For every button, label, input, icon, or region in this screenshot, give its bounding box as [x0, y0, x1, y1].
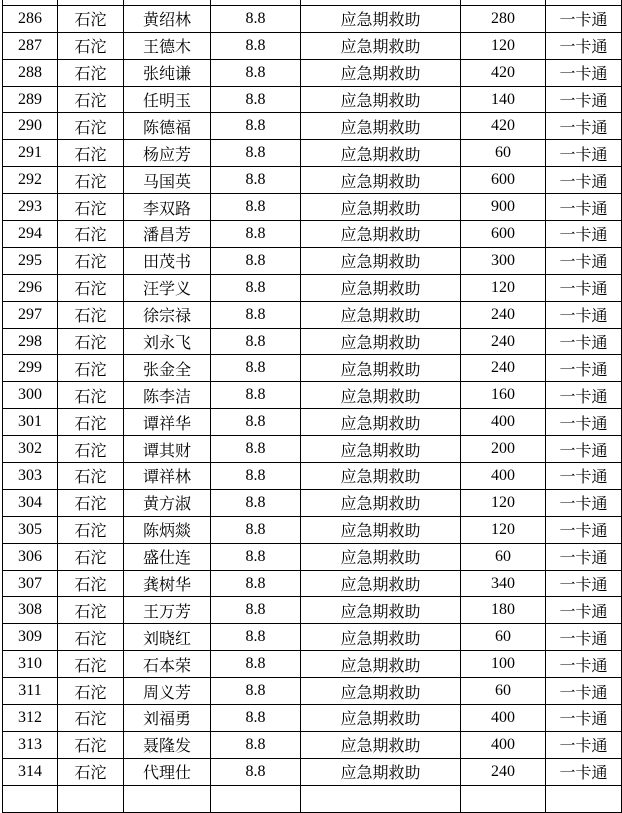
cell-date: 8.8: [211, 436, 301, 463]
cell-name: 王万芳: [124, 597, 211, 624]
cell-name: 谭其财: [124, 436, 211, 463]
cell-index: 306: [3, 543, 58, 570]
cell-index: [3, 785, 58, 812]
cell-amount: 600: [461, 221, 546, 248]
cell-method: 一卡通: [546, 167, 622, 194]
cell-method: 一卡通: [546, 597, 622, 624]
cell-name: 马国英: [124, 167, 211, 194]
cell-method: [546, 785, 622, 812]
cell-index: 310: [3, 651, 58, 678]
cell-index: 308: [3, 597, 58, 624]
cell-date: 8.8: [211, 247, 301, 274]
cell-category: 应急期救助: [301, 140, 461, 167]
table-row: [3, 409, 622, 436]
cell-date: 8.8: [211, 543, 301, 570]
cell-district: 石沱: [58, 247, 124, 274]
cell-district: 石沱: [58, 5, 124, 32]
cell-method: 一卡通: [546, 221, 622, 248]
table-row-partial-bottom: [3, 785, 622, 812]
cell-district: 石沱: [58, 624, 124, 651]
cell-date: 8.8: [211, 409, 301, 436]
table-row: [3, 570, 622, 597]
cell-amount: [461, 785, 546, 812]
cell-index: 287: [3, 32, 58, 59]
cell-amount: 180: [461, 597, 546, 624]
table-row: [3, 328, 622, 355]
cell-amount: 60: [461, 678, 546, 705]
cell-date: 8.8: [211, 194, 301, 221]
cell-date: 8.8: [211, 355, 301, 382]
cell-index: 309: [3, 624, 58, 651]
cell-index: 288: [3, 59, 58, 86]
cell-name: 张纯谦: [124, 59, 211, 86]
cell-district: 石沱: [58, 543, 124, 570]
cell-category: 应急期救助: [301, 516, 461, 543]
cell-method: 一卡通: [546, 328, 622, 355]
cell-category: 应急期救助: [301, 59, 461, 86]
cell-date: 8.8: [211, 731, 301, 758]
cell-category: 应急期救助: [301, 86, 461, 113]
cell-category: 应急期救助: [301, 274, 461, 301]
cell-method: 一卡通: [546, 463, 622, 490]
table-row: [3, 678, 622, 705]
cell-method: 一卡通: [546, 5, 622, 32]
cell-date: 8.8: [211, 301, 301, 328]
cell-amount: 400: [461, 409, 546, 436]
cell-method: 一卡通: [546, 113, 622, 140]
cell-amount: 340: [461, 570, 546, 597]
cell-date: 8.8: [211, 570, 301, 597]
cell-name: 王德木: [124, 32, 211, 59]
cell-district: 石沱: [58, 570, 124, 597]
cell-index: 292: [3, 167, 58, 194]
cell-name: 聂隆发: [124, 731, 211, 758]
cell-index: 297: [3, 301, 58, 328]
table-row: [3, 301, 622, 328]
cell-amount: 280: [461, 5, 546, 32]
cell-district: 石沱: [58, 516, 124, 543]
cell-amount: 120: [461, 274, 546, 301]
cell-category: 应急期救助: [301, 597, 461, 624]
cell-name: 任明玉: [124, 86, 211, 113]
cell-name: 陈德福: [124, 113, 211, 140]
cell-method: 一卡通: [546, 247, 622, 274]
table-row: [3, 516, 622, 543]
cell-district: 石沱: [58, 59, 124, 86]
cell-category: 应急期救助: [301, 194, 461, 221]
cell-district: 石沱: [58, 463, 124, 490]
cell-date: 8.8: [211, 624, 301, 651]
cell-name: 田茂书: [124, 247, 211, 274]
table-row: [3, 167, 622, 194]
cell-district: 石沱: [58, 678, 124, 705]
cell-method: 一卡通: [546, 140, 622, 167]
table-row: [3, 758, 622, 785]
cell-date: 8.8: [211, 382, 301, 409]
cell-amount: 420: [461, 59, 546, 86]
cell-date: [211, 785, 301, 812]
cell-category: 应急期救助: [301, 651, 461, 678]
table-row: [3, 194, 622, 221]
cell-name: 刘晓红: [124, 624, 211, 651]
cell-date: 8.8: [211, 651, 301, 678]
table-row: [3, 274, 622, 301]
cell-district: 石沱: [58, 382, 124, 409]
cell-amount: 600: [461, 167, 546, 194]
table-row: [3, 247, 622, 274]
table-row: [3, 32, 622, 59]
cell-method: 一卡通: [546, 678, 622, 705]
cell-date: 8.8: [211, 113, 301, 140]
cell-index: 300: [3, 382, 58, 409]
cell-name: 陈炳燚: [124, 516, 211, 543]
cell-amount: 300: [461, 247, 546, 274]
table-row: [3, 651, 622, 678]
table-row: [3, 731, 622, 758]
cell-date: 8.8: [211, 167, 301, 194]
cell-name: 黄绍林: [124, 5, 211, 32]
table-row: [3, 59, 622, 86]
cell-amount: 420: [461, 113, 546, 140]
cell-amount: 240: [461, 758, 546, 785]
cell-date: 8.8: [211, 489, 301, 516]
cell-amount: 240: [461, 328, 546, 355]
table-row: [3, 436, 622, 463]
cell-method: 一卡通: [546, 32, 622, 59]
cell-index: 289: [3, 86, 58, 113]
cell-method: 一卡通: [546, 436, 622, 463]
cell-index: 296: [3, 274, 58, 301]
cell-method: 一卡通: [546, 731, 622, 758]
cell-amount: 400: [461, 463, 546, 490]
cell-index: 301: [3, 409, 58, 436]
table-row: [3, 113, 622, 140]
cell-category: 应急期救助: [301, 570, 461, 597]
table-row: [3, 597, 622, 624]
cell-index: 304: [3, 489, 58, 516]
cell-amount: 160: [461, 382, 546, 409]
cell-index: 311: [3, 678, 58, 705]
cell-district: 石沱: [58, 328, 124, 355]
cell-method: 一卡通: [546, 301, 622, 328]
cell-amount: 120: [461, 516, 546, 543]
cell-date: 8.8: [211, 463, 301, 490]
cell-method: 一卡通: [546, 651, 622, 678]
cell-name: 刘永飞: [124, 328, 211, 355]
cell-name: 代理仕: [124, 758, 211, 785]
cell-index: 302: [3, 436, 58, 463]
cell-district: 石沱: [58, 167, 124, 194]
cell-category: 应急期救助: [301, 5, 461, 32]
cell-category: 应急期救助: [301, 409, 461, 436]
cell-name: 徐宗禄: [124, 301, 211, 328]
cell-name: 石本荣: [124, 651, 211, 678]
cell-index: 314: [3, 758, 58, 785]
cell-category: 应急期救助: [301, 463, 461, 490]
cell-date: 8.8: [211, 274, 301, 301]
cell-name: 李双路: [124, 194, 211, 221]
cell-date: 8.8: [211, 516, 301, 543]
cell-district: 石沱: [58, 140, 124, 167]
cell-category: 应急期救助: [301, 328, 461, 355]
table-row: [3, 140, 622, 167]
cell-category: 应急期救助: [301, 32, 461, 59]
cell-date: 8.8: [211, 705, 301, 732]
table-row: [3, 221, 622, 248]
cell-category: 应急期救助: [301, 624, 461, 651]
cell-date: 8.8: [211, 86, 301, 113]
cell-district: 石沱: [58, 194, 124, 221]
cell-district: 石沱: [58, 436, 124, 463]
cell-category: 应急期救助: [301, 382, 461, 409]
cell-category: [301, 785, 461, 812]
cell-category: 应急期救助: [301, 113, 461, 140]
cell-district: 石沱: [58, 221, 124, 248]
cell-method: 一卡通: [546, 758, 622, 785]
cell-index: 312: [3, 705, 58, 732]
cell-name: 盛仕连: [124, 543, 211, 570]
cell-district: 石沱: [58, 597, 124, 624]
cell-amount: 60: [461, 624, 546, 651]
cell-index: 303: [3, 463, 58, 490]
cell-amount: 240: [461, 301, 546, 328]
table-row: [3, 355, 622, 382]
cell-method: 一卡通: [546, 624, 622, 651]
cell-index: 298: [3, 328, 58, 355]
cell-category: 应急期救助: [301, 489, 461, 516]
cell-district: 石沱: [58, 113, 124, 140]
cell-amount: 60: [461, 543, 546, 570]
cell-district: 石沱: [58, 489, 124, 516]
cell-district: 石沱: [58, 705, 124, 732]
cell-date: 8.8: [211, 758, 301, 785]
cell-category: 应急期救助: [301, 301, 461, 328]
cell-method: 一卡通: [546, 59, 622, 86]
cell-category: 应急期救助: [301, 731, 461, 758]
cell-date: 8.8: [211, 597, 301, 624]
cell-method: 一卡通: [546, 489, 622, 516]
cell-name: 谭祥华: [124, 409, 211, 436]
cell-date: 8.8: [211, 678, 301, 705]
cell-amount: 140: [461, 86, 546, 113]
cell-name: 杨应芳: [124, 140, 211, 167]
cell-district: 石沱: [58, 274, 124, 301]
cell-index: 290: [3, 113, 58, 140]
table-body: [3, 0, 622, 812]
cell-category: 应急期救助: [301, 678, 461, 705]
cell-method: 一卡通: [546, 274, 622, 301]
cell-amount: 60: [461, 140, 546, 167]
cell-date: 8.8: [211, 221, 301, 248]
cell-method: 一卡通: [546, 570, 622, 597]
cell-district: 石沱: [58, 32, 124, 59]
cell-date: 8.8: [211, 32, 301, 59]
cell-name: 潘昌芳: [124, 221, 211, 248]
cell-amount: 900: [461, 194, 546, 221]
cell-category: 应急期救助: [301, 543, 461, 570]
table-row: [3, 624, 622, 651]
table-row: [3, 382, 622, 409]
cell-index: 291: [3, 140, 58, 167]
cell-date: 8.8: [211, 140, 301, 167]
cell-index: 299: [3, 355, 58, 382]
cell-amount: 400: [461, 705, 546, 732]
cell-method: 一卡通: [546, 355, 622, 382]
cell-date: 8.8: [211, 328, 301, 355]
cell-index: 293: [3, 194, 58, 221]
cell-method: 一卡通: [546, 705, 622, 732]
cell-method: 一卡通: [546, 194, 622, 221]
cell-name: 张金全: [124, 355, 211, 382]
table-row: [3, 543, 622, 570]
table-row: [3, 5, 622, 32]
cell-category: 应急期救助: [301, 221, 461, 248]
cell-district: 石沱: [58, 731, 124, 758]
cell-name: 龚树华: [124, 570, 211, 597]
table-row: [3, 86, 622, 113]
cell-category: 应急期救助: [301, 436, 461, 463]
assistance-table: [2, 0, 622, 813]
cell-amount: 120: [461, 489, 546, 516]
cell-category: 应急期救助: [301, 247, 461, 274]
cell-name: 黄方淑: [124, 489, 211, 516]
cell-category: 应急期救助: [301, 355, 461, 382]
cell-name: 汪学义: [124, 274, 211, 301]
cell-amount: 240: [461, 355, 546, 382]
cell-date: 8.8: [211, 5, 301, 32]
cell-district: 石沱: [58, 409, 124, 436]
cell-district: 石沱: [58, 758, 124, 785]
cell-name: 周义芳: [124, 678, 211, 705]
cell-category: 应急期救助: [301, 167, 461, 194]
cell-amount: 200: [461, 436, 546, 463]
cell-district: 石沱: [58, 86, 124, 113]
cell-category: 应急期救助: [301, 758, 461, 785]
cell-index: 307: [3, 570, 58, 597]
cell-name: [124, 785, 211, 812]
cell-amount: 100: [461, 651, 546, 678]
table-row: [3, 489, 622, 516]
cell-date: 8.8: [211, 59, 301, 86]
cell-name: 刘福勇: [124, 705, 211, 732]
cell-district: 石沱: [58, 301, 124, 328]
cell-method: 一卡通: [546, 543, 622, 570]
cell-index: 286: [3, 5, 58, 32]
cell-index: 295: [3, 247, 58, 274]
cell-district: [58, 785, 124, 812]
cell-method: 一卡通: [546, 409, 622, 436]
cell-method: 一卡通: [546, 382, 622, 409]
cell-method: 一卡通: [546, 86, 622, 113]
cell-method: 一卡通: [546, 516, 622, 543]
cell-name: 陈李洁: [124, 382, 211, 409]
cell-index: 305: [3, 516, 58, 543]
cell-district: 石沱: [58, 355, 124, 382]
cell-district: 石沱: [58, 651, 124, 678]
cell-amount: 120: [461, 32, 546, 59]
cell-index: 313: [3, 731, 58, 758]
cell-name: 谭祥林: [124, 463, 211, 490]
cell-amount: 400: [461, 731, 546, 758]
cell-index: 294: [3, 221, 58, 248]
cell-category: 应急期救助: [301, 705, 461, 732]
table-row: [3, 463, 622, 490]
table-row: [3, 705, 622, 732]
